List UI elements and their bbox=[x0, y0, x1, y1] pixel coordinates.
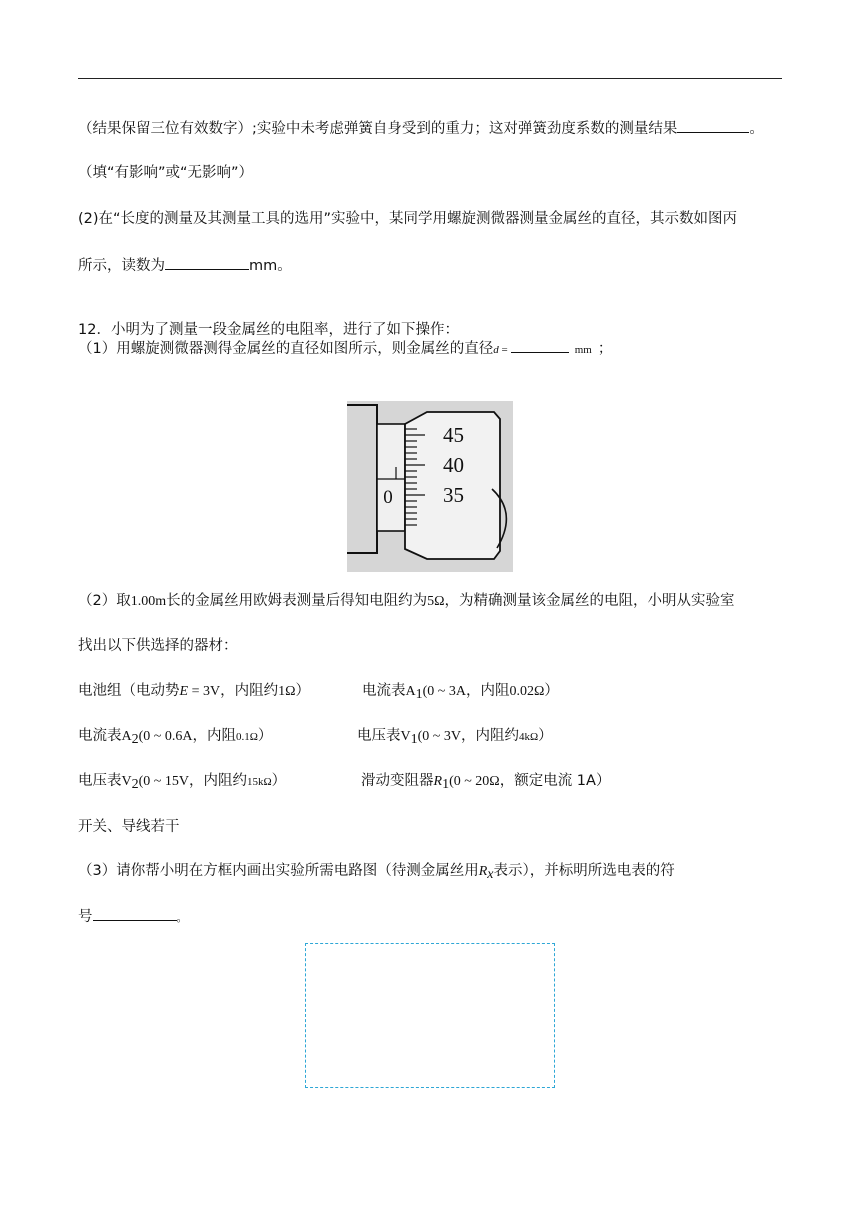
paragraph-line-3: (2)在“长度的测量及其测量工具的选用”实验中，某同学用螺旋测微器测量金属丝的直径，其示数如图丙 bbox=[78, 211, 738, 227]
equipment-voltmeter-v2: 电压表$V_2(0$ ~ 15V，内阻约15kΩ） bbox=[78, 773, 287, 792]
paragraph-line-2: （填“有影响”或“无影响”） bbox=[78, 165, 254, 181]
thimble-label-35: 35 bbox=[443, 483, 464, 507]
question-12-part-2a: （2）取1.00m长的金属丝用欧姆表测量后得知电阻约为5Ω，为精确测量该金属丝的电阻，小明从实验室 bbox=[78, 593, 735, 609]
micrometer-figure bbox=[347, 401, 513, 572]
equipment-ammeter-a1: 电流表$A_1(0$ ~ 3A，内阻0.02Ω） bbox=[362, 683, 559, 702]
question-12-part-1: （1）用螺旋测微器测得金属丝的直径如图所示，则金属丝的直径d = mm ； bbox=[78, 338, 612, 360]
answer-blank[interactable] bbox=[677, 118, 749, 133]
question-12-part-2b: 找出以下供选择的器材： bbox=[78, 638, 238, 654]
question-12-part-3b: 号 。 bbox=[78, 906, 188, 928]
circuit-diagram-box[interactable] bbox=[305, 943, 555, 1088]
answer-blank[interactable] bbox=[93, 906, 177, 921]
question-12-title: 12．小明为了测量一段金属丝的电阻率，进行了如下操作： bbox=[78, 322, 459, 338]
answer-blank[interactable] bbox=[165, 255, 249, 270]
thimble-label-40: 40 bbox=[443, 453, 464, 477]
equipment-battery: 电池组（电动势E = 3V，内阻约1Ω） bbox=[78, 683, 310, 699]
thimble-label-45: 45 bbox=[443, 423, 464, 447]
equipment-ammeter-a2: 电流表$A_2(0$ ~ 0.6A，内阻0.1Ω） bbox=[78, 728, 273, 747]
sleeve-zero-label: 0 bbox=[383, 487, 393, 508]
header-rule bbox=[78, 78, 782, 79]
paragraph-line-1: （结果保留三位有效数字）;实验中未考虑弹簧自身受到的重力；这对弹簧劲度系数的测量结果 。 bbox=[78, 118, 764, 139]
answer-blank[interactable] bbox=[511, 338, 569, 353]
equipment-rheostat-r1: 滑动变阻器$R_1(0$ ~ 20Ω，额定电流 1A） bbox=[361, 773, 611, 792]
paragraph-line-4: 所示，读数为 mm。 bbox=[78, 255, 292, 276]
equipment-voltmeter-v1: 电压表$V_1(0$ ~ 3V，内阻约4kΩ） bbox=[357, 728, 553, 747]
equipment-switch-wires: 开关、导线若干 bbox=[78, 819, 180, 835]
question-12-part-3a: （3）请你帮小明在方框内画出实验所需电路图（待测金属丝用$R_x$表示），并标明所选电表的符 bbox=[78, 863, 675, 882]
